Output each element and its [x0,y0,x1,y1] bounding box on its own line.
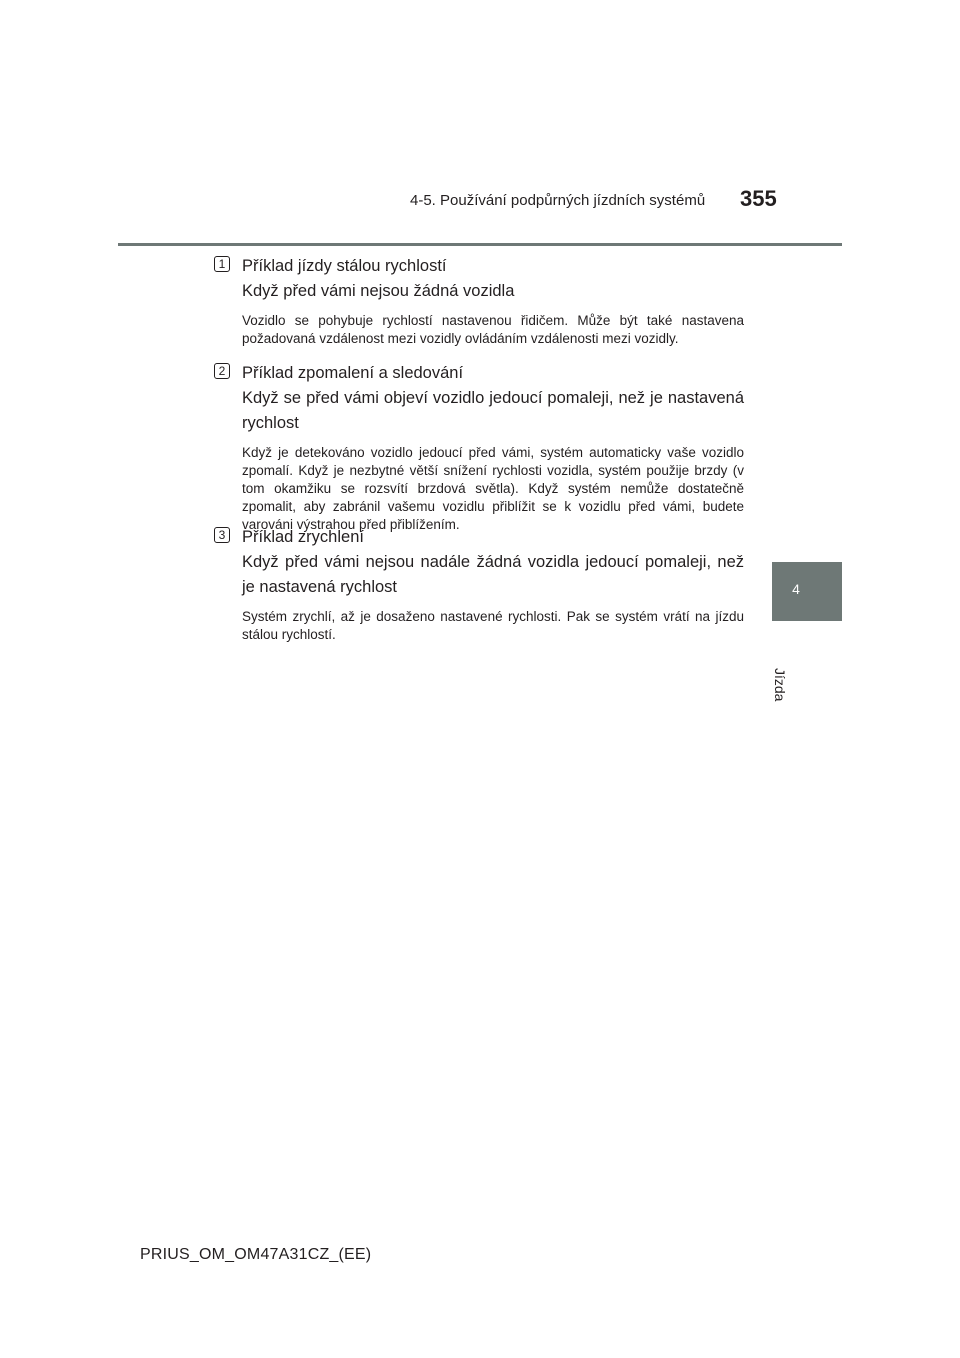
item-body: Vozidlo se pohybuje rychlostí nastavenou řidičem. Může být také nastavena požadovaná vzdálenost mezi vozidly ovládáním vzdálenosti mezi vozidly. [242,313,744,346]
item-title: Příklad zpomalení a sledování [242,364,464,382]
item-title: Příklad zrychlení [242,528,364,546]
page-number: 355 [740,186,777,211]
item-body: Když je detekováno vozidlo jedoucí před vámi, systém automaticky vaše vozidlo zpomalí. Když je nezbytné větší snížení rychlosti vozidla, systém použije brzdy (v tom okamžiku se rozsvítí brzdová světla). Když systém nemůže dostatečně zpomalit, aby zabránil vašemu vozidlu přiblížit se k vozidlu před vámi, budete varováni výstrahou před přiblížením. [242,445,744,532]
document-code: PRIUS_OM_OM47A31CZ_(EE) [140,1246,372,1263]
chapter-tab-label [772,628,802,702]
header-divider [118,243,842,246]
example-item-3 [214,525,744,644]
item-number-badge: 3 [214,527,230,543]
item-subtitle: Když před vámi nejsou žádná vozidla [242,282,515,300]
item-title: Příklad jízdy stálou rychlostí [242,257,447,275]
item-body: Systém zrychlí, až je dosaženo nastavené rychlosti. Pak se systém vrátí na jízdu stálou rychlostí. [242,609,744,642]
running-header-section: 4-5. Používání podpůrných jízdních systémů [410,192,706,209]
item-subtitle: Když před vámi nejsou nadále žádná vozidla jedoucí pomaleji, než je nastavená rychlost [242,553,744,596]
chapter-tab [772,562,842,621]
chapter-tab-number: 4 [792,581,800,597]
example-item-1 [214,254,744,348]
example-item-2 [214,361,744,534]
item-subtitle: Když se před vámi objeví vozidlo jedoucí pomaleji, než je nastavená rychlost [242,389,744,432]
item-number-badge: 2 [214,363,230,379]
chapter-tab-label-text: Jízda [772,668,788,702]
item-number-badge: 1 [214,256,230,272]
